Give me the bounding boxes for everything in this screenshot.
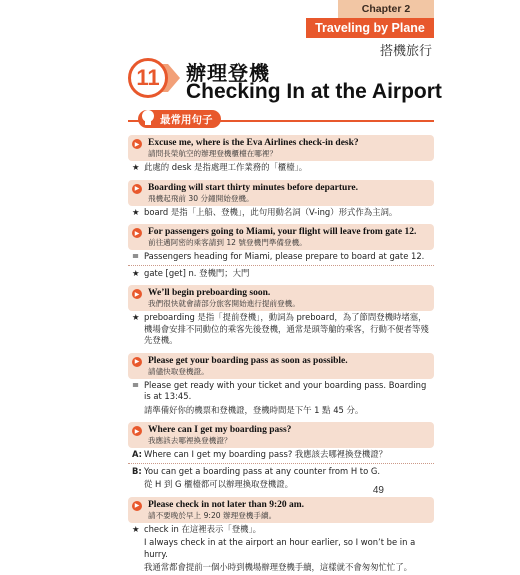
sentence-entry: [128, 353, 434, 418]
play-icon: ▶: [132, 501, 142, 511]
note-mark: [132, 479, 144, 491]
section-label: 最常用句子: [138, 110, 221, 128]
note-mark: ★: [132, 162, 140, 172]
note-mark: B:: [132, 465, 142, 476]
sentence-cn: 請不要晚於早上 9:20 辦理登機手續。: [148, 510, 277, 520]
sentence-entry: [128, 135, 434, 175]
page-number: 49: [372, 485, 384, 496]
note-divider: [128, 265, 434, 266]
sentence-cn: 我們很快就會請部分旅客開始進行提前登機。: [148, 299, 300, 308]
play-icon: ▶: [132, 426, 142, 436]
sentence-en: Where can I get my boarding pass?: [148, 425, 292, 435]
note-text: 從 H 到 G 櫃檯都可以辦理換取登機證。: [144, 479, 294, 489]
sentence-en: Boarding will start thirty minutes before departure.: [148, 182, 358, 193]
unit-number: 11: [128, 58, 168, 98]
note-row: [128, 379, 434, 404]
note-row: [128, 523, 434, 537]
note-mark: =: [132, 251, 140, 261]
note-row: [128, 465, 434, 479]
sentence-cn: 請問長榮航空的辦理登機櫃檯在哪裡？: [148, 149, 278, 158]
note-text: Passengers heading for Miami, please prepare to board at gate 12.: [144, 251, 425, 261]
note-text: Where can I get my boarding pass? 我應該去哪裡換登機證？: [144, 449, 388, 459]
sentence-entry: [128, 180, 434, 220]
sentence-entry: [128, 224, 434, 280]
sentence-header: [128, 422, 434, 448]
note-mark: A:: [132, 449, 142, 459]
note-text: 請準備好你的機票和登機證，登機時間是下午 1 點 45 分。: [144, 404, 364, 415]
play-icon: ▶: [132, 139, 142, 149]
sentence-cn: 飛機起飛前 30 分鐘開始登機。: [148, 193, 254, 203]
sentence-header: [128, 180, 434, 206]
note-row: [128, 478, 434, 492]
note-row: [128, 206, 434, 220]
unit-title-cn: 辦理登機: [186, 61, 270, 85]
play-icon: ▶: [132, 184, 142, 194]
note-row: [128, 267, 434, 281]
sentence-en: We’ll begin preboarding soon.: [148, 288, 271, 298]
note-row: [128, 250, 434, 264]
note-mark: ★: [132, 206, 140, 217]
note-row: [128, 561, 434, 575]
note-text: 我通常都會提前一個小時到機場辦理登機手續，這樣就不會匆匆忙忙了。: [144, 562, 412, 572]
note-text: 此處的 desk 是指處理工作業務的「櫃檯」。: [144, 162, 308, 172]
lightbulb-icon: [140, 108, 156, 130]
note-mark: ★: [132, 523, 140, 534]
sentence-list: [128, 130, 434, 575]
sentence-en: Please get your boarding pass as soon as possible.: [148, 355, 348, 366]
note-row: [128, 311, 434, 348]
note-text: gate [get] n. 登機門；大門: [144, 267, 250, 278]
play-icon: ▶: [132, 228, 142, 238]
note-text: board 是指「上船、登機」，此句用動名詞（V-ing）形式作為主詞。: [144, 206, 398, 217]
sentence-en: Please check in not later than 9:20 am.: [148, 499, 305, 510]
sentence-header: [128, 353, 434, 379]
sentence-cn: 我應該去哪裡換登機證？: [148, 436, 232, 445]
play-icon: ▶: [132, 289, 142, 299]
play-icon: ▶: [132, 357, 142, 367]
sentence-header: [128, 135, 434, 161]
sentence-entry: [128, 497, 434, 575]
note-divider: [128, 463, 434, 464]
note-text: preboarding 是指「提前登機」，動詞為 preboard，為了節問登機時堵塞，機場會安排不同動位的乘客先後登機，通常是頭等艙的乘客，行動不便者等殘先登機。: [144, 312, 429, 345]
sentence-header: [128, 497, 434, 523]
note-mark: =: [132, 379, 140, 390]
sentence-en: Excuse me, where is the Eva Airlines check-in desk?: [148, 138, 359, 148]
note-mark: [132, 405, 144, 417]
sentence-entry: [128, 285, 434, 348]
sentence-entry: [128, 422, 434, 492]
note-mark: [132, 537, 144, 560]
note-row: [128, 161, 434, 175]
chapter-tab: Chapter 2: [338, 0, 434, 18]
sentence-header: [128, 285, 434, 311]
note-text: You can get a boarding pass at any counter from H to G.: [144, 465, 381, 476]
sentence-cn: 請儘快取登機證。: [148, 366, 209, 376]
note-text: I always check in at the airport an hour earlier, so I won’t be in a hurry.: [144, 537, 416, 559]
chapter-subtitle: 搭機旅行: [379, 44, 432, 59]
unit-title-en: Checking In at the Airport: [186, 80, 442, 103]
sentence-en: For passengers going to Miami, your flight will leave from gate 12.: [148, 227, 417, 237]
note-mark: ★: [132, 312, 140, 322]
note-row: [128, 448, 434, 462]
sentence-cn: 前往邁阿密的乘客請到 12 號登機門準備登機。: [148, 238, 307, 247]
note-row: [128, 536, 434, 561]
note-mark: ★: [132, 267, 140, 278]
sentence-header: [128, 224, 434, 250]
note-text: Please get ready with your ticket and your boarding pass. Boarding is at 13:45.: [144, 379, 427, 401]
note-mark: [132, 562, 144, 574]
chapter-title: Traveling by Plane: [306, 18, 434, 38]
note-text: check in 在這裡表示「登機」。: [144, 523, 262, 534]
note-row: [128, 404, 434, 418]
